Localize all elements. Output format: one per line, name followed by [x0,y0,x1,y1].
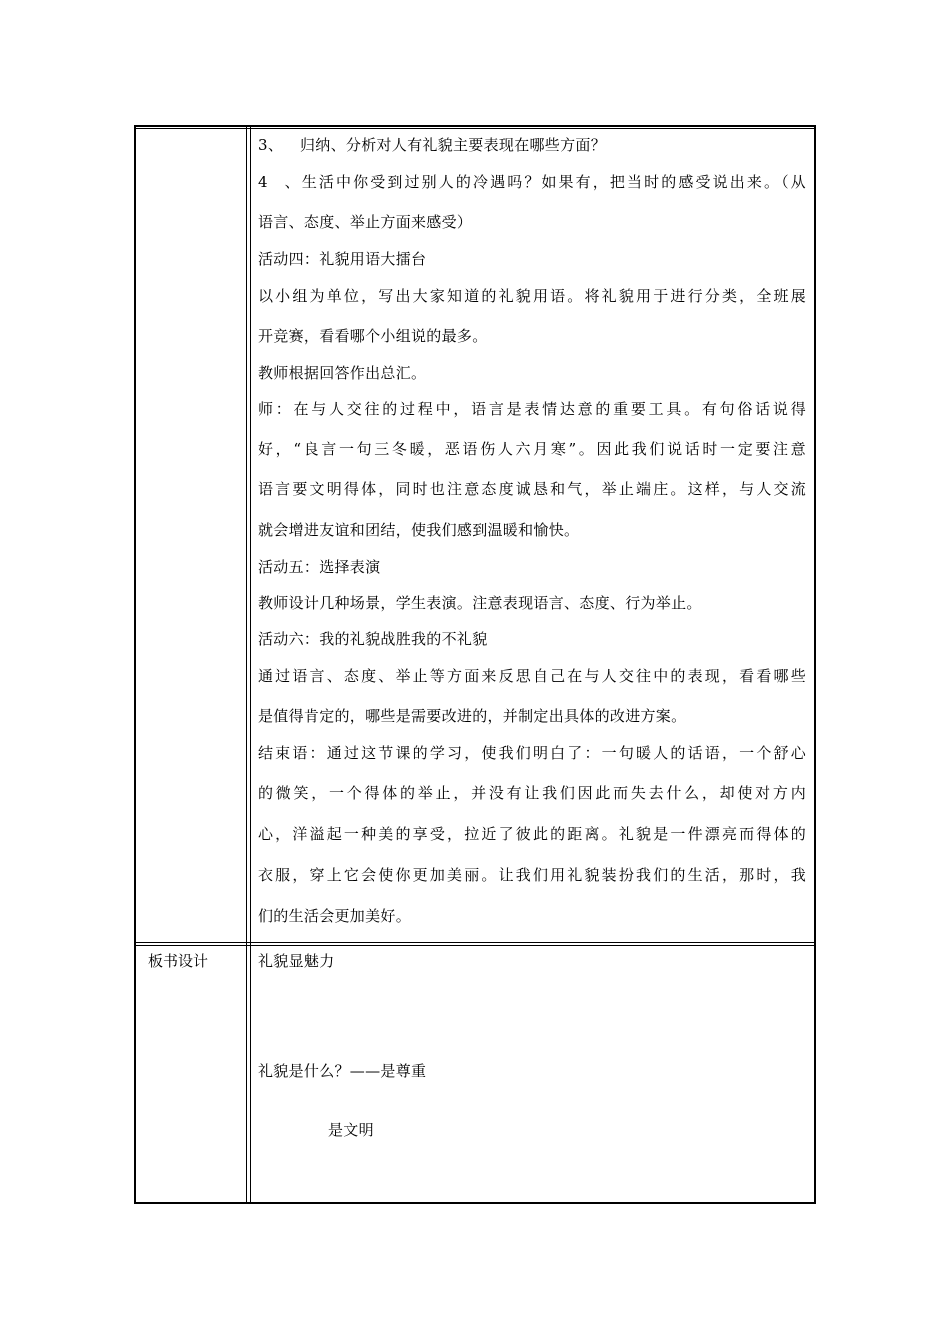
activity-6-title: 活动六：我的礼貌战胜我的不礼貌 [258,630,488,648]
lesson-plan-table [134,125,816,1204]
activity-4-paragraph-line: 以小组为单位，写出大家知道的礼貌用语。将礼貌用于进行分类，全班展 [258,287,806,305]
teacher-speech-line: 好，“良言一句三冬暖，恶语伤人六月寒”。因此我们说话时一定要注意 [258,440,806,458]
closing-remarks-line: 衣服，穿上它会使你更加美丽。让我们用礼貌装扮我们的生活，那时，我 [258,866,806,884]
blackboard-design-label: 板书设计 [148,952,209,970]
teacher-speech-line: 师：在与人交往的过程中，语言是表情达意的重要工具。有句俗话说得 [258,400,806,418]
row-divider-top [136,942,814,943]
activity-4-paragraph-line: 开竞赛，看看哪个小组说的最多。 [258,327,488,345]
question-item-4 [258,172,806,192]
table-top-rule [136,128,814,129]
question-item-4-continued: 语言、态度、举止方面来感受） [258,213,473,231]
closing-remarks-line: 结束语：通过这节课的学习，使我们明白了：一句暖人的话语，一个舒心 [258,744,806,762]
question-number: 4、 [258,173,300,191]
blackboard-title: 礼貌显魅力 [258,952,335,970]
teacher-speech-line: 就会增进友谊和团结，使我们感到温暖和愉快。 [258,521,580,539]
question-number: 3、 [258,136,284,154]
closing-remarks-line: 心，洋溢起一种美的享受，拉近了彼此的距离。礼貌是一件漂亮而得体的 [258,825,806,843]
teacher-speech-line: 语言要文明得体，同时也注意态度诚恳和气，举止端庄。这样，与人交流 [258,480,806,498]
activity-6-paragraph-line: 是值得肯定的，哪些是需要改进的，并制定出具体的改进方案。 [258,707,687,725]
column-divider-left [246,127,247,1202]
question-item-3 [258,135,606,155]
question-text: 生活中你受到过别人的冷遇吗？如果有，把当时的感受说出来。（从 [300,173,806,191]
column-divider-right [250,127,251,1202]
activity-5-paragraph: 教师设计几种场景，学生表演。注意表现语言、态度、行为举止。 [258,594,702,612]
teacher-summary-line: 教师根据回答作出总汇。 [258,364,427,382]
closing-remarks-line: 的微笑，一个得体的举止，并没有让我们因此而失去什么，却使对方内 [258,784,806,802]
row-divider-bottom [136,945,814,946]
activity-6-paragraph-line: 通过语言、态度、举止等方面来反思自己在与人交往中的表现，看看哪些 [258,667,806,685]
activity-4-title: 活动四：礼貌用语大擂台 [258,250,427,268]
activity-5-title: 活动五：选择表演 [258,558,381,576]
closing-remarks-line: 们的生活会更加美好。 [258,907,412,925]
blackboard-line: 是文明 [328,1121,374,1139]
question-text: 归纳、分析对人有礼貌主要表现在哪些方面？ [300,136,607,154]
blackboard-line: 礼貌是什么？——是尊重 [258,1062,427,1080]
